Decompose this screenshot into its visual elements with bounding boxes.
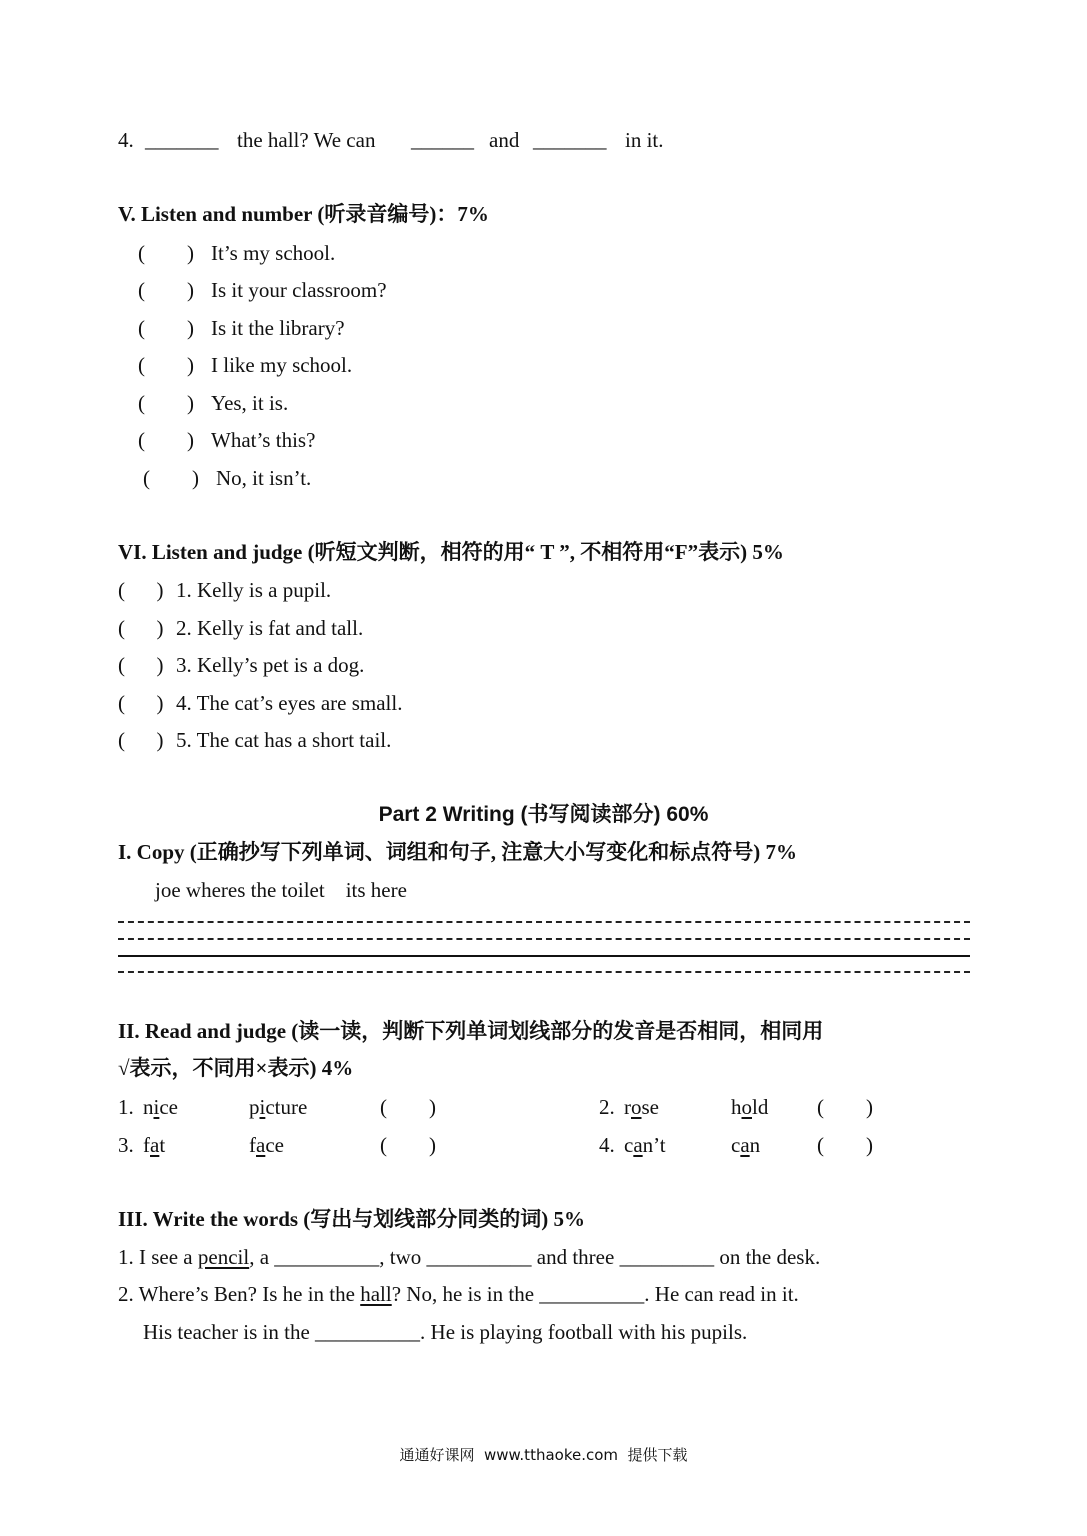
list-item: It’s my school. <box>211 241 336 265</box>
page-footer: 通通好课网 www.tthaoke.com 提供下载 <box>399 1446 688 1464</box>
item-number: 4. <box>118 128 134 152</box>
list-item: 4. The cat’s eyes are small. <box>176 691 403 715</box>
answer-paren[interactable]: ( ) <box>138 278 194 302</box>
word: picture <box>249 1095 308 1119</box>
list-item: 2. Kelly is fat and tall. <box>176 616 364 640</box>
answer-paren[interactable]: ( ) <box>380 1133 436 1157</box>
part2-title: Part 2 Writing (书写阅读部分) 60% <box>378 803 709 826</box>
dashed-line <box>118 938 970 940</box>
fill-sentence: 2. Where’s Ben? Is he in the hall? No, he is in the __________. He can read in it. <box>118 1282 799 1306</box>
fill-text: in it. <box>625 128 664 152</box>
blank: ______ <box>411 128 474 152</box>
answer-paren[interactable]: ( ) <box>817 1095 873 1119</box>
answer-paren[interactable]: ( ) <box>138 428 194 452</box>
fill-text: and <box>489 128 520 152</box>
answer-paren[interactable]: ( ) <box>118 691 164 715</box>
section-ii-heading-cont: √表示，不同用×表示) 4% <box>118 1056 354 1080</box>
list-item: Is it the library? <box>211 316 345 340</box>
answer-paren[interactable]: ( ) <box>138 316 194 340</box>
item-number: 2. <box>599 1095 615 1119</box>
word: face <box>249 1133 284 1157</box>
section-ii-heading: II. Read and judge (读一读，判断下列单词划线部分的发音是否相同，相同用 <box>118 1019 824 1043</box>
answer-paren[interactable]: ( ) <box>118 728 164 752</box>
answer-paren[interactable]: ( ) <box>143 466 199 490</box>
list-item: I like my school. <box>211 353 353 377</box>
dashed-line <box>118 921 970 923</box>
section-v-heading: V. Listen and number (听录音编号)：7% <box>118 202 489 226</box>
answer-paren[interactable]: ( ) <box>138 241 194 265</box>
section-i-heading: I. Copy (正确抄写下列单词、词组和句子, 注意大小写变化和标点符号) 7% <box>118 840 798 864</box>
section-iii-heading: III. Write the words (写出与划线部分同类的词) 5% <box>118 1207 586 1231</box>
answer-paren[interactable]: ( ) <box>118 653 164 677</box>
word: fat <box>143 1133 166 1157</box>
blank: _______ <box>145 128 219 152</box>
word: can’t <box>624 1133 666 1157</box>
list-item: No, it isn’t. <box>216 466 312 490</box>
item-number: 1. <box>118 1095 134 1119</box>
item-number: 4. <box>599 1133 615 1157</box>
blank: _______ <box>533 128 607 152</box>
word: nice <box>143 1095 178 1119</box>
word: hold <box>731 1095 769 1119</box>
list-item: 1. Kelly is a pupil. <box>176 578 332 602</box>
dashed-line <box>118 971 970 973</box>
list-item: 3. Kelly’s pet is a dog. <box>176 653 365 677</box>
answer-paren[interactable]: ( ) <box>138 391 194 415</box>
copy-prompt: joe wheres the toilet its here <box>155 878 407 902</box>
answer-paren[interactable]: ( ) <box>817 1133 873 1157</box>
answer-paren[interactable]: ( ) <box>118 578 164 602</box>
answer-paren[interactable]: ( ) <box>138 353 194 377</box>
word: rose <box>624 1095 659 1119</box>
section-vi-heading: VI. Listen and judge (听短文判断，相符的用“ T ”, 不相符用“F”表示) 5% <box>118 540 784 564</box>
fill-text: the hall? We can <box>237 128 376 152</box>
baseline <box>118 955 970 957</box>
fill-sentence: 1. I see a pencil, a __________, two __________ and three _________ on the desk. <box>118 1245 821 1269</box>
answer-paren[interactable]: ( ) <box>118 616 164 640</box>
list-item: Yes, it is. <box>211 391 289 415</box>
fill-sentence: His teacher is in the __________. He is playing football with his pupils. <box>143 1320 748 1344</box>
answer-paren[interactable]: ( ) <box>380 1095 436 1119</box>
word: can <box>731 1133 761 1157</box>
list-item: 5. The cat has a short tail. <box>176 728 392 752</box>
list-item: What’s this? <box>211 428 316 452</box>
list-item: Is it your classroom? <box>211 278 387 302</box>
item-number: 3. <box>118 1133 134 1157</box>
